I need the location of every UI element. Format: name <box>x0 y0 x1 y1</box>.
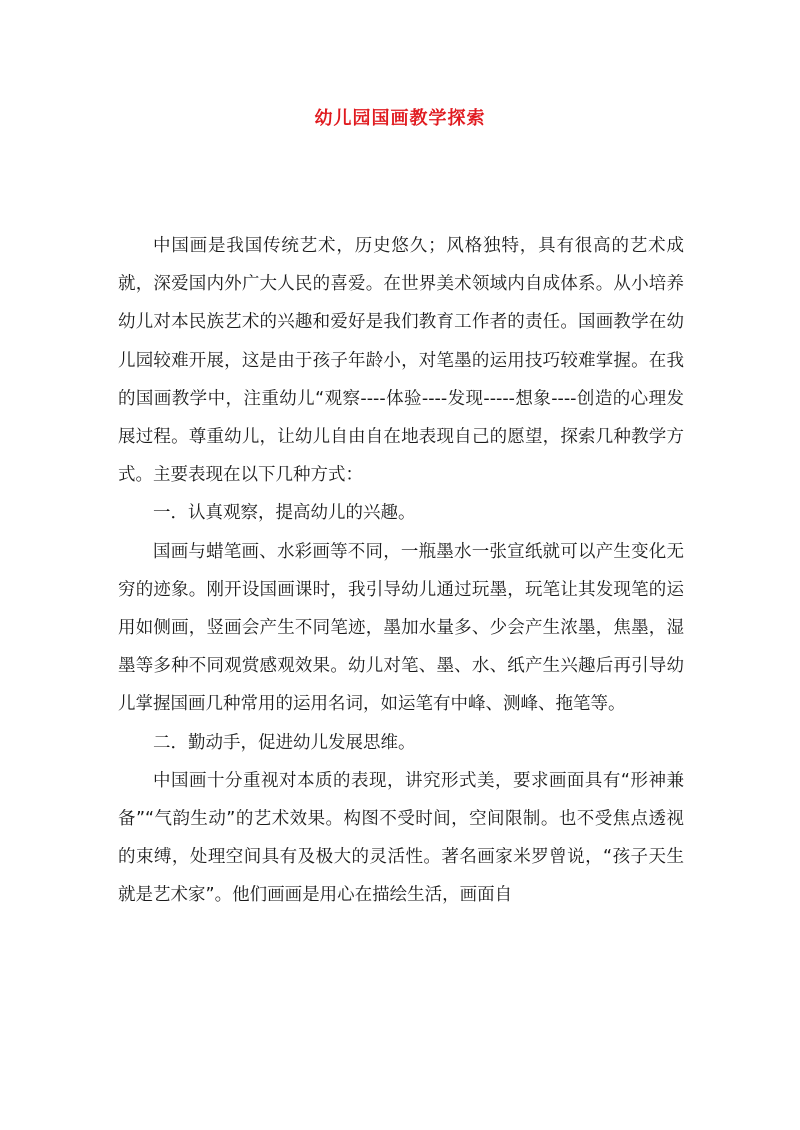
document-title: 幼儿园国画教学探索 <box>314 108 486 129</box>
section-heading-2: 二．勤动手，促进幼儿发展思维。 <box>153 732 416 753</box>
paragraph-section-1: 国画与蜡笔画、水彩画等不同，一瓶墨水一张宣纸就可以产生变化无穷的迹象。刚开设国画课时，我引导幼儿通过玩墨，玩笔让其发现笔的运用如侧画，竖画会产生不同笔迹，墨加水量多、少会产生浓墨，焦墨，湿墨等多种不同观赏感观效果。幼儿对笔、墨、水、纸产生兴趣后再引导幼儿掌握国画几种常用的运用名词，如运笔有中峰、测峰、拖笔等。 <box>118 541 684 715</box>
paragraph-intro: 中国画是我国传统艺术，历史悠久；风格独特，具有很高的艺术成就，深爱国内外广大人民的喜爱。在世界美术领域内自成体系。从小培养幼儿对本民族艺术的兴趣和爱好是我们教育工作者的责任。国画教学在幼儿园较难开展，这是由于孩子年龄小，对笔墨的运用技巧较难掌握。在我的国画教学中，注重幼儿“观察----体验----发现-----想象----创造的心理发展过程。尊重幼儿，让幼儿自由自在地表现自己的愿望，探索几种教学方式。主要表现在以下几种方式： <box>118 236 684 486</box>
paragraph-section-2: 中国画十分重视对本质的表现，讲究形式美，要求画面具有“形神兼备”“气韵生动”的艺术效果。构图不受时间，空间限制。也不受焦点透视的束缚，处理空间具有及极大的灵活性。著名画家米罗曾说，“孩子天生就是艺术家”。他们画画是用心在描绘生活，画面自 <box>118 770 684 906</box>
document-body <box>118 227 684 915</box>
section-heading-1: 一．认真观察，提高幼儿的兴趣。 <box>153 503 416 524</box>
